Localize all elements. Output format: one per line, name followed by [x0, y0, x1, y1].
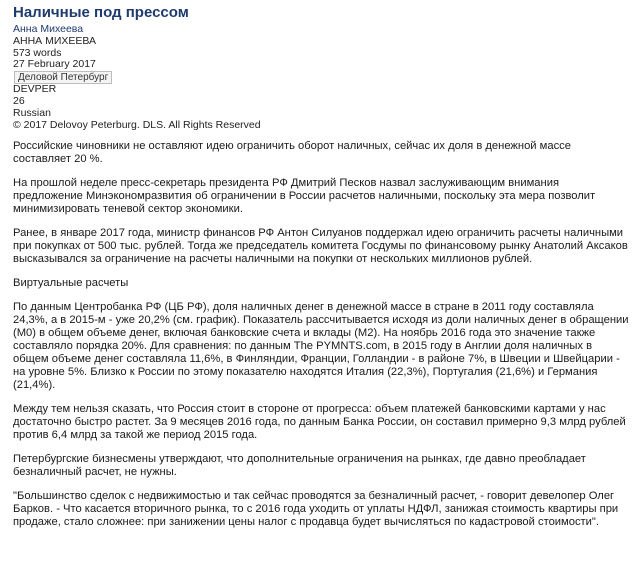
publication-date: 27 February 2017: [13, 58, 96, 71]
paragraph: Ранее, в январе 2017 года, министр финансов РФ Антон Силуанов поддержал идею ограничить расчеты наличными при покупках от 500 тыс. рублей. Тогда же председатель комитета Госдумы по финансовому рынку Анатолий Аксаков высказывался за ограничение на расчеты наличными на покупки от нескольких миллионов рублей.: [13, 227, 628, 266]
paragraph: По данным Центробанка РФ (ЦБ РФ), доля наличных денег в денежной массе в стране в 2011 году составляла 24,3%, а в 2015-м - уже 20,2% (см. график). Показатель рассчитывается исходя из доли наличных денег в обращении (М0) в общем объеме денег, включая банковские счета и вклады (М2). На ноябрь 2016 года это значение также составляло порядка 20%. Для сравнения: по данным The PYMNTS.com, в 2015 году в Англии доля наличных в общем объеме денег составляла 11,6%, в Финляндии, Франции, Голландии - в районе 7%, в Швеции и Швейцарии - на уровне 5%. Близко к России по этому показателю находятся Италия (22,3%), Португалия (21,6%) и Германия (21,4%).: [13, 301, 629, 392]
author: АННА МИХЕЕВА: [13, 34, 97, 47]
article-body: [13, 140, 629, 529]
byline[interactable]: Анна Михеева: [13, 23, 84, 35]
section-subheading: Виртуальные расчеты: [13, 277, 129, 290]
source-code: DEVPER: [13, 83, 57, 96]
paragraph: На прошлой неделе пресс-секретарь президента РФ Дмитрий Песков назвал заслуживающим внимания предложение Минэкономразвития об ограничении в России расчетов наличными, поскольку эта мера позволит минимизировать теневой сектор экономики.: [13, 177, 596, 216]
source-name[interactable]: Деловой Петербург: [14, 71, 112, 84]
copyright: © 2017 Delovoy Peterburg. DLS. All Rights Reserved: [13, 118, 261, 131]
page-number: 26: [13, 94, 25, 107]
paragraph: Между тем нельзя сказать, что Россия стоит в стороне от прогресса: объем платежей банковскими картами у нас достаточно быстро растет. За 9 месяцев 2016 года, по данным Банка России, он составил примерно 9,3 млрд рублей против 6,4 млрд за такой же период 2015 года.: [13, 403, 626, 442]
language: Russian: [13, 106, 51, 119]
paragraph-lead: Российские чиновники не оставляют идею ограничить оборот наличных, сейчас их доля в денежной массе составляет 20 %.: [13, 140, 571, 166]
paragraph-quote: "Большинство сделок с недвижимостью и так сейчас проводятся за безналичный расчет, - говорит девелопер Олег Барков. - Что касается вторичного рынка, то с 2016 года уходить от уплаты НДФЛ, занижая стоимость квартиры при продаже, стало сложнее: при занижении цены налог с продавца будет вычисляться по кадастровой стоимости".: [13, 490, 619, 529]
article: [13, 4, 629, 540]
article-metadata: [13, 24, 629, 131]
headline: Наличные под прессом: [13, 4, 189, 21]
word-count: 573 words: [13, 46, 62, 59]
paragraph: Петербургские бизнесмены утверждают, что дополнительные ограничения на рынках, где давно преобладает безналичный расчет, не нужны.: [13, 453, 586, 479]
